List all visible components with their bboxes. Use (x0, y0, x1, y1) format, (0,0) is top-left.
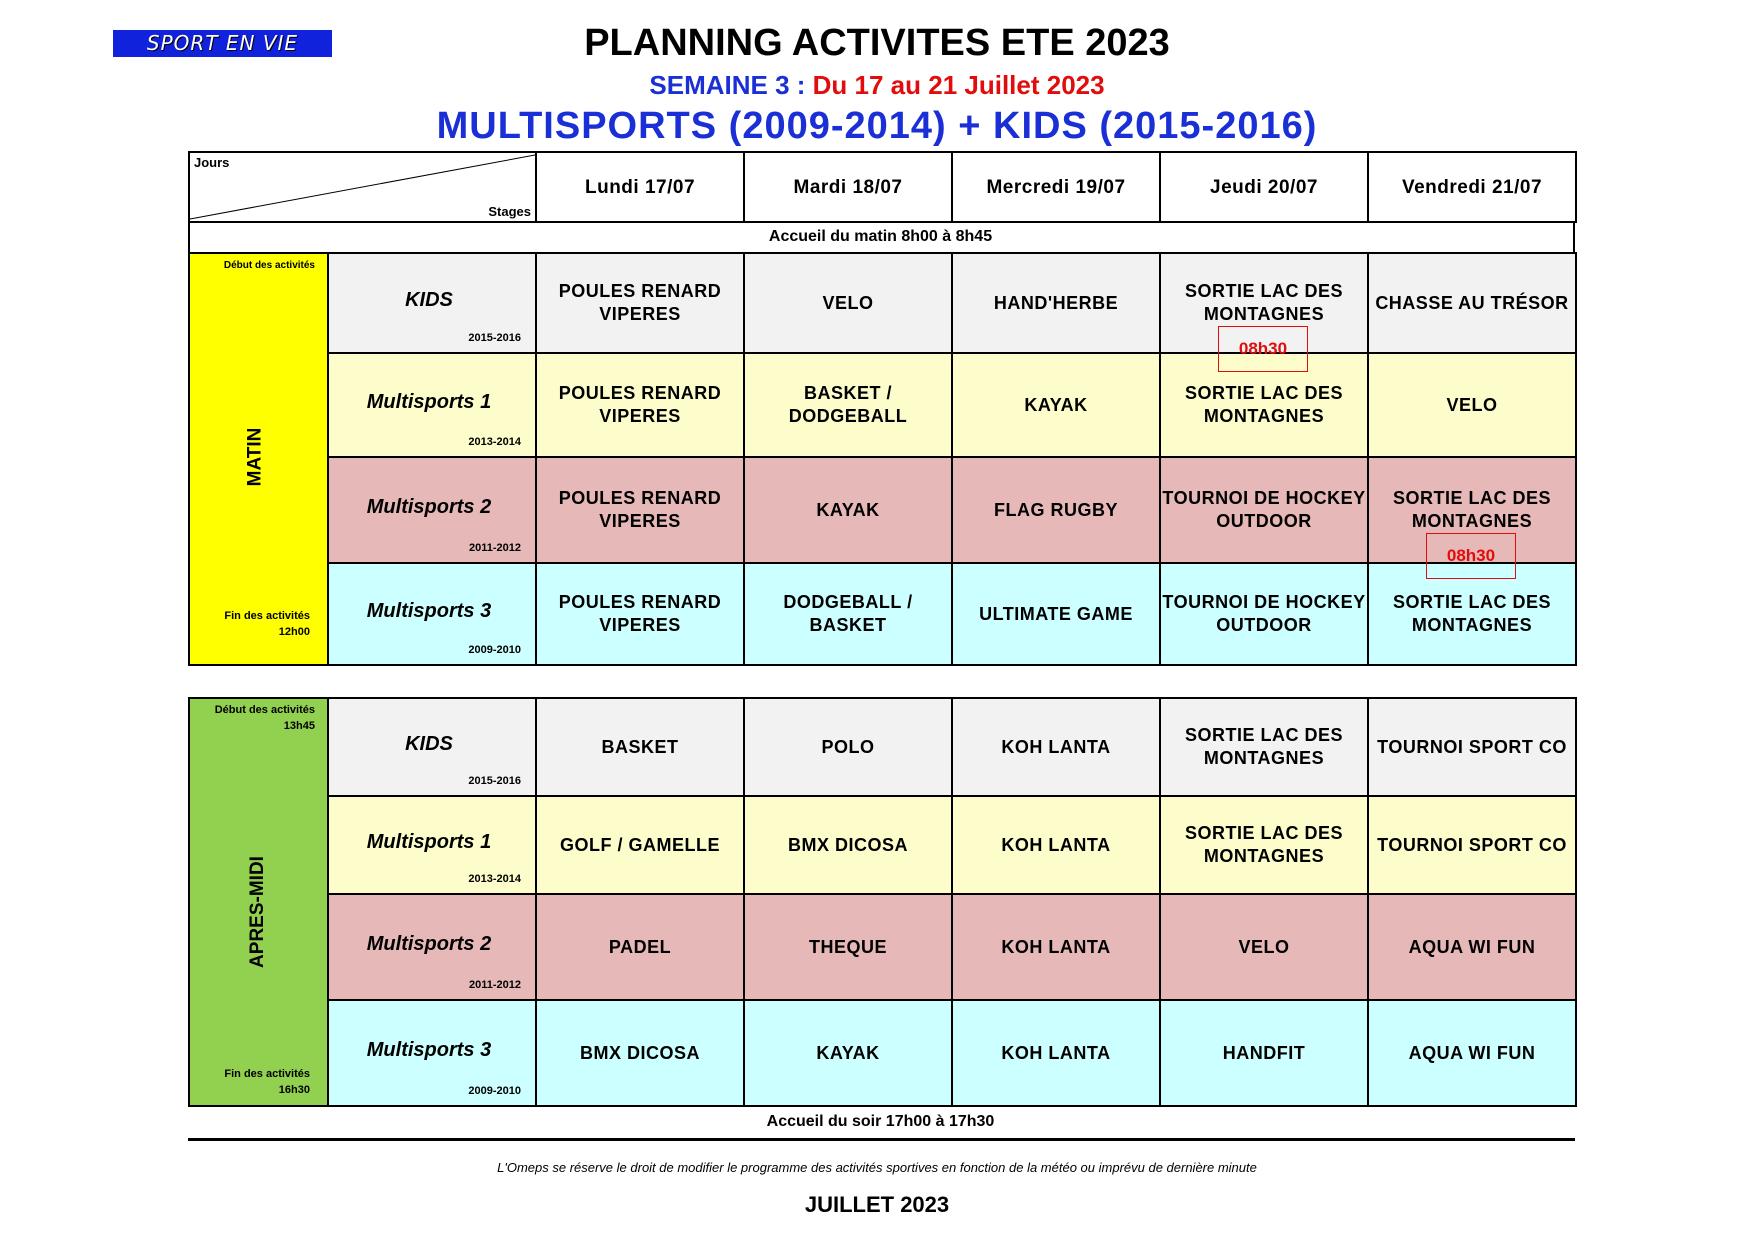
matin-group-ms2 (327, 456, 537, 564)
corner-jours: Jours (194, 155, 230, 170)
apresmidi-fin-time: 16h30 (278, 1084, 310, 1096)
apresmidi-activity-cell (535, 999, 745, 1107)
day-header-0 (535, 151, 745, 223)
apresmidi-activity-cell-text: AQUA WI FUN (1408, 936, 1536, 957)
apresmidi-activity-cell-text: AQUA WI FUN (1408, 1042, 1536, 1063)
matin-activity-cell-text: POULES RENARD VIPERES (558, 383, 722, 426)
group-name: Multisports 2 (366, 496, 492, 518)
apresmidi-debut-time: 13h45 (283, 720, 315, 732)
matin-activity-cell-text: ULTIMATE GAME (979, 603, 1133, 624)
matin-activity-cell-text: FLAG RUGBY (994, 499, 1118, 520)
apresmidi-activity-cell-text: TOURNOI SPORT CO (1377, 736, 1567, 757)
matin-activity-cell (743, 456, 953, 564)
bottom-rule (188, 1138, 1575, 1141)
day-header-4-text: Vendredi 21/07 (1401, 176, 1543, 198)
apresmidi-debut-label: Début des activités (214, 704, 315, 716)
apresmidi-activity-cell (535, 697, 745, 797)
matin-activity-cell-text: SORTIE LAC DES MONTAGNES (1184, 281, 1343, 324)
matin-activity-cell-text: TOURNOI DE HOCKEY OUTDOOR (1162, 488, 1366, 531)
group-years: 2013-2014 (468, 873, 521, 885)
matin-activity-cell (1367, 252, 1577, 354)
group-name: Multisports 1 (366, 391, 492, 413)
apresmidi-activity-cell (951, 697, 1161, 797)
day-header-3 (1159, 151, 1369, 223)
matin-activity-cell-text: BASKET / DODGEBALL (788, 383, 908, 426)
apresmidi-activity-cell (1159, 999, 1369, 1107)
apresmidi-activity-cell (951, 999, 1161, 1107)
apresmidi-activity-cell (743, 795, 953, 895)
apresmidi-group-ms1 (327, 795, 537, 895)
matin-activity-cell (743, 562, 953, 666)
week-dates: Du 17 au 21 Juillet 2023 (812, 70, 1105, 100)
footer-note: L'Omeps se réserve le droit de modifier le programme des activités sportives en fonction de la météo ou imprévu de dernière minute (497, 1160, 1257, 1175)
apresmidi-activity-cell-text: BMX DICOSA (787, 834, 908, 855)
apresmidi-activity-cell-text: SORTIE LAC DES MONTAGNES (1184, 725, 1343, 768)
matin-activity-cell-text: POULES RENARD VIPERES (558, 281, 722, 324)
matin-activity-cell-text: SORTIE LAC DES MONTAGNES (1184, 383, 1343, 426)
sport-en-vie-logo: SPORT EN VIE (113, 30, 332, 57)
apresmidi-activity-cell-text: PADEL (608, 936, 672, 957)
group-years: 2015-2016 (468, 332, 521, 344)
matin-activity-cell-text: CHASSE AU TRÉSOR (1375, 292, 1569, 313)
matin-activity-cell (535, 352, 745, 458)
matin-group-ms3 (327, 562, 537, 666)
day-header-4 (1367, 151, 1577, 223)
matin-group-ms1 (327, 352, 537, 458)
day-header-1-text: Mardi 18/07 (793, 176, 903, 198)
footer-month: JUILLET 2023 (804, 1192, 950, 1217)
group-years: 2015-2016 (468, 775, 521, 787)
apresmidi-activity-cell-text: HANDFIT (1222, 1042, 1306, 1063)
group-name: Multisports 3 (366, 600, 492, 622)
matin-label: MATIN (244, 427, 266, 487)
apresmidi-activity-cell (743, 697, 953, 797)
time-note-ms2-vendredi: 08h30 (1426, 533, 1516, 579)
day-header-2 (951, 151, 1161, 223)
apresmidi-activity-cell-text: TOURNOI SPORT CO (1377, 834, 1567, 855)
apresmidi-activity-cell-text: THEQUE (808, 936, 887, 957)
matin-activity-cell-text: VELO (1446, 394, 1498, 415)
group-name: Multisports 2 (366, 933, 492, 955)
matin-activity-cell (743, 252, 953, 354)
apresmidi-label: APRES-MIDI (246, 856, 268, 968)
apresmidi-activity-cell (951, 795, 1161, 895)
day-header-0-text: Lundi 17/07 (584, 176, 696, 198)
apresmidi-activity-cell (535, 893, 745, 1001)
group-years: 2013-2014 (468, 436, 521, 448)
matin-debut-label: Début des activités (223, 260, 315, 271)
matin-activity-cell (1367, 352, 1577, 458)
apresmidi-activity-cell-text: KOH LANTA (1001, 1042, 1111, 1063)
group-name: Multisports 3 (366, 1039, 492, 1061)
apresmidi-activity-cell-text: VELO (1238, 936, 1290, 957)
day-header-1 (743, 151, 953, 223)
apresmidi-activity-cell-text: POLO (821, 736, 875, 757)
matin-activity-cell (535, 562, 745, 666)
apresmidi-activity-cell (1367, 795, 1577, 895)
accueil-soir: Accueil du soir 17h00 à 17h30 (766, 1113, 995, 1130)
apresmidi-activity-cell-text: KOH LANTA (1001, 834, 1111, 855)
apresmidi-activity-cell (1159, 893, 1369, 1001)
apresmidi-activity-cell (1367, 697, 1577, 797)
matin-activity-cell-text: DODGEBALL / BASKET (783, 592, 913, 635)
apresmidi-activity-cell-text: KOH LANTA (1001, 936, 1111, 957)
group-years: 2011-2012 (469, 979, 521, 991)
matin-activity-cell-text: TOURNOI DE HOCKEY OUTDOOR (1162, 592, 1366, 635)
matin-activity-cell-text: VELO (822, 292, 874, 313)
matin-activity-cell (951, 456, 1161, 564)
day-header-3-text: Jeudi 20/07 (1210, 176, 1318, 198)
matin-activity-cell-text: KAYAK (1024, 394, 1088, 415)
group-years: 2009-2010 (468, 644, 521, 656)
matin-activity-cell-text: POULES RENARD VIPERES (558, 488, 722, 531)
apresmidi-activity-cell (951, 893, 1161, 1001)
corner-stages: Stages (488, 204, 531, 219)
apresmidi-activity-cell (1367, 893, 1577, 1001)
apresmidi-activity-cell (743, 893, 953, 1001)
matin-fin-label: Fin des activités (224, 610, 310, 622)
matin-activity-cell (535, 252, 745, 354)
group-years: 2011-2012 (469, 542, 521, 554)
diagonal-line (190, 153, 535, 221)
apresmidi-group-ms3 (327, 999, 537, 1107)
corner-header (188, 151, 537, 223)
matin-activity-cell (1159, 456, 1369, 564)
time-note-kids-jeudi: 08h30 (1218, 326, 1308, 372)
matin-activity-cell-text: POULES RENARD VIPERES (558, 592, 722, 635)
group-name: KIDS (405, 733, 453, 755)
matin-activity-cell (951, 352, 1161, 458)
apresmidi-activity-cell-text: GOLF / GAMELLE (560, 834, 720, 855)
apresmidi-activity-cell-text: SORTIE LAC DES MONTAGNES (1184, 823, 1343, 866)
apresmidi-activity-cell (1367, 999, 1577, 1107)
matin-fin-time: 12h00 (278, 626, 310, 638)
matin-activity-cell (951, 252, 1161, 354)
apresmidi-activity-cell (535, 795, 745, 895)
group-name: KIDS (405, 289, 453, 311)
matin-activity-cell-text: SORTIE LAC DES MONTAGNES (1392, 488, 1551, 531)
apresmidi-activity-cell-text: BMX DICOSA (579, 1042, 700, 1063)
matin-activity-cell-text: KAYAK (816, 499, 880, 520)
apresmidi-activity-cell-text: BASKET (601, 736, 679, 757)
group-name: Multisports 1 (366, 831, 492, 853)
apresmidi-activity-cell-text: KAYAK (816, 1042, 880, 1063)
matin-activity-cell (743, 352, 953, 458)
group-years: 2009-2010 (468, 1085, 521, 1097)
apresmidi-activity-cell-text: KOH LANTA (1001, 736, 1111, 757)
accueil-matin: Accueil du matin 8h00 à 8h45 (768, 228, 993, 245)
apresmidi-activity-cell (743, 999, 953, 1107)
apresmidi-activity-cell (1159, 795, 1369, 895)
week-label: SEMAINE 3 : (649, 70, 806, 100)
week-subtitle (0, 70, 1754, 101)
apresmidi-group-kids (327, 697, 537, 797)
matin-activity-cell-text: HAND'HERBE (993, 292, 1119, 313)
apresmidi-activity-cell (1159, 697, 1369, 797)
day-header-2-text: Mercredi 19/07 (986, 176, 1126, 198)
apresmidi-group-ms2 (327, 893, 537, 1001)
matin-activity-cell (1159, 562, 1369, 666)
matin-activity-cell-text: SORTIE LAC DES MONTAGNES (1392, 592, 1551, 635)
matin-activity-cell (535, 456, 745, 564)
matin-group-kids (327, 252, 537, 354)
section-title: MULTISPORTS (2009-2014) + KIDS (2015-2016) (436, 105, 1318, 147)
matin-activity-cell (951, 562, 1161, 666)
apresmidi-fin-label: Fin des activités (224, 1068, 310, 1080)
page-title: PLANNING ACTIVITES ETE 2023 (584, 22, 1170, 64)
